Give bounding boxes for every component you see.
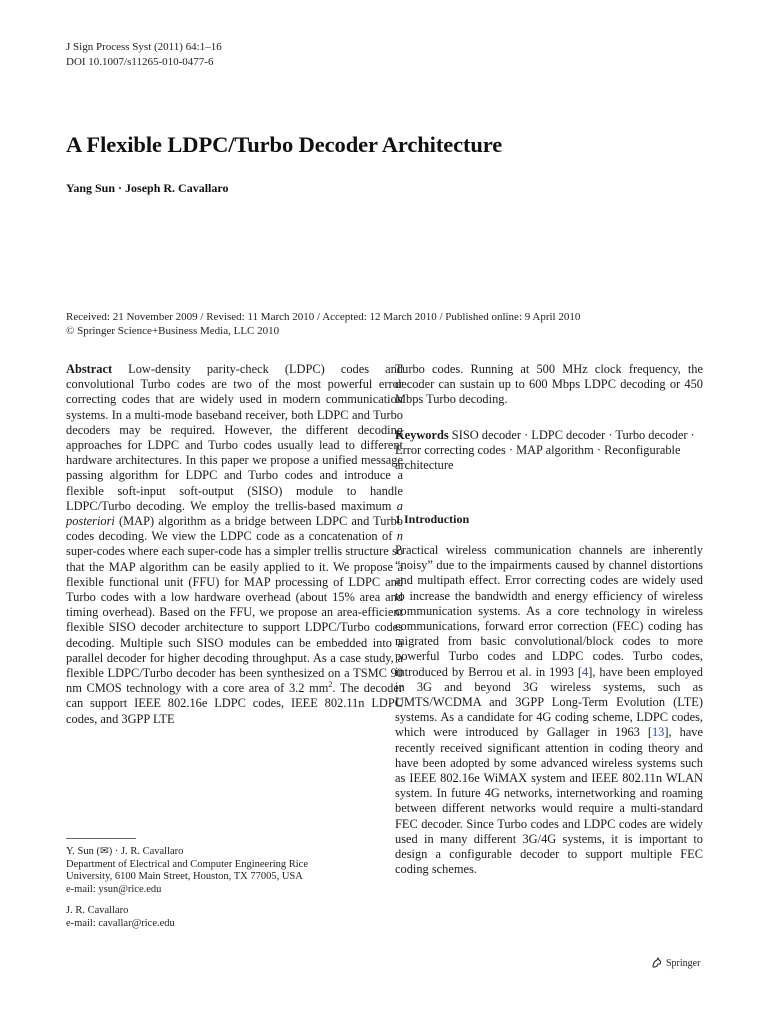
footnote-email-sun[interactable]: e-mail: ysun@rice.edu [66,884,162,895]
article-title: A Flexible LDPC/Turbo Decoder Architecture [66,132,503,157]
abstract-italic-2: n [396,529,403,544]
springer-horse-icon [651,957,663,969]
abstract-label: Abstract [66,362,113,376]
footnote-author-cavallaro: J. R. Cavallaro [66,905,129,916]
reference-link-4[interactable]: 4 [582,664,589,679]
abstract-text-1: Low-density parity-check (LDPC) codes and convolutional Turbo codes are two of the most powerful error correcting codes that are widely used in modern communication systems. In a multi-mode baseband receiver, both LDPC and Turbo decoders may be required. However, the different decoding approaches for LDPC and Turbo codes usually lead to different hardware architectures. In this paper we propose a unified message passing algorithm for LDPC and Turbo codes and introduce a flexible soft-input soft-output (SISO) module to handle LDPC/Turbo decoding. We employ the trellis-based maximum [66,362,403,513]
journal-citation: J Sign Process Syst (2011) 64:1–16 [66,41,222,53]
abstract-text-2: (MAP) algorithm as a bridge between LDPC and Turbo codes decoding. We view the LDPC code as a concatenation of [66,514,403,544]
journal-doi[interactable]: DOI 10.1007/s11265-010-0477-6 [66,56,214,68]
footnote-department-line1: Department of Electrical and Computer Engineering Rice [66,859,308,870]
footnote-authors: Y. Sun (✉) · J. R. Cavallaro [66,846,184,857]
intro-text-1: Practical wireless communication channels are inherently “noisy” due to the impairments caused by channel distortions and multipath effect. Error correcting codes are widely used to increase the bandwidth and energy efficiency of wireless communication systems. As a core technology in wireless communications, forward error correction (FEC) coding has migrated from basic convolutional/block codes to more powerful Turbo codes and LDPC codes. Turbo codes, introduced by Berrou et al. in 1993 [ [395,543,703,679]
abstract-text-4: . The decoder can support IEEE 802.16e LDPC codes, IEEE 802.11n LDPC codes, and 3GPP LTE [66,681,403,726]
abstract-right-continuation: Turbo codes. Running at 500 MHz clock frequency, the decoder can sustain up to 600 Mbps LDPC decoding or 450 Mbps Turbo decoding. [395,362,703,407]
introduction-paragraph [395,543,703,877]
reference-link-13[interactable]: 13 [651,725,665,740]
keywords-block [395,428,703,474]
abstract-text-3: super-codes where each super-code has a simpler trellis structure so that the MAP algorithm can be easily applied to it. We propose a flexible functional unit (FFU) for MAP processing of LDPC and Turbo codes with a low hardware overhead (about 15% area and timing overhead). Based on the FFU, we propose an area-efficient flexible SISO decoder architecture to support LDPC/Turbo codes decoding. Multiple such SISO modules can be embedded into a parallel decoder for higher decoding throughput. As a case study, a flexible LDPC/Turbo decoder has been synthesized on a TSMC 90 nm CMOS technology with a core area of 3.2 mm [66,544,403,696]
keywords-label: Keywords [395,428,449,442]
keywords-text: SISO decoder · LDPC decoder · Turbo decoder · Error correcting codes · MAP algorithm · Reconfigurable architecture [395,428,695,473]
copyright-notice: © Springer Science+Business Media, LLC 2010 [66,325,280,337]
publication-history: Received: 21 November 2009 / Revised: 11 March 2010 / Accepted: 12 March 2010 / Published online: 9 April 2010 [66,311,581,323]
footnote-department-line2: University, 6100 Main Street, Houston, TX 77005, USA [66,871,303,882]
abstract-paragraph [66,362,403,727]
intro-text-3: ], have recently received significant attention in coding theory and have been adopted by some advanced wireless systems such as IEEE 802.16e WiMAX system and IEEE 802.11n WLAN system. In future 4G networks, internetworking and roaming between different networks would require a multi-standard FEC decoder. Since Turbo codes and LDPC codes are widely used in many different 3G/4G systems, it is important to design a configurable decoder to support multiple FEC coding schemes. [395,725,703,877]
section-heading-introduction: 1 Introduction [395,512,470,526]
intro-text-2: ], have been employed in 3G and beyond 3G wireless systems, such as UMTS/WCDMA and 3GPP Long-Term Evolution (LTE) systems. As a candidate for 4G coding scheme, LDPC codes, which were introduced by Gallager in 1963 [ [395,664,703,740]
springer-wordmark: Springer [666,957,701,969]
publisher-logo [651,957,700,969]
footnote-email-cavallaro[interactable]: e-mail: cavallar@rice.edu [66,918,175,929]
abstract-superscript: 2 [328,680,333,690]
abstract-italic-1: a posteriori [66,498,403,529]
author-list: Yang Sun · Joseph R. Cavallaro [66,181,229,195]
abstract-left-column [66,362,403,727]
footnote-divider [66,838,136,839]
